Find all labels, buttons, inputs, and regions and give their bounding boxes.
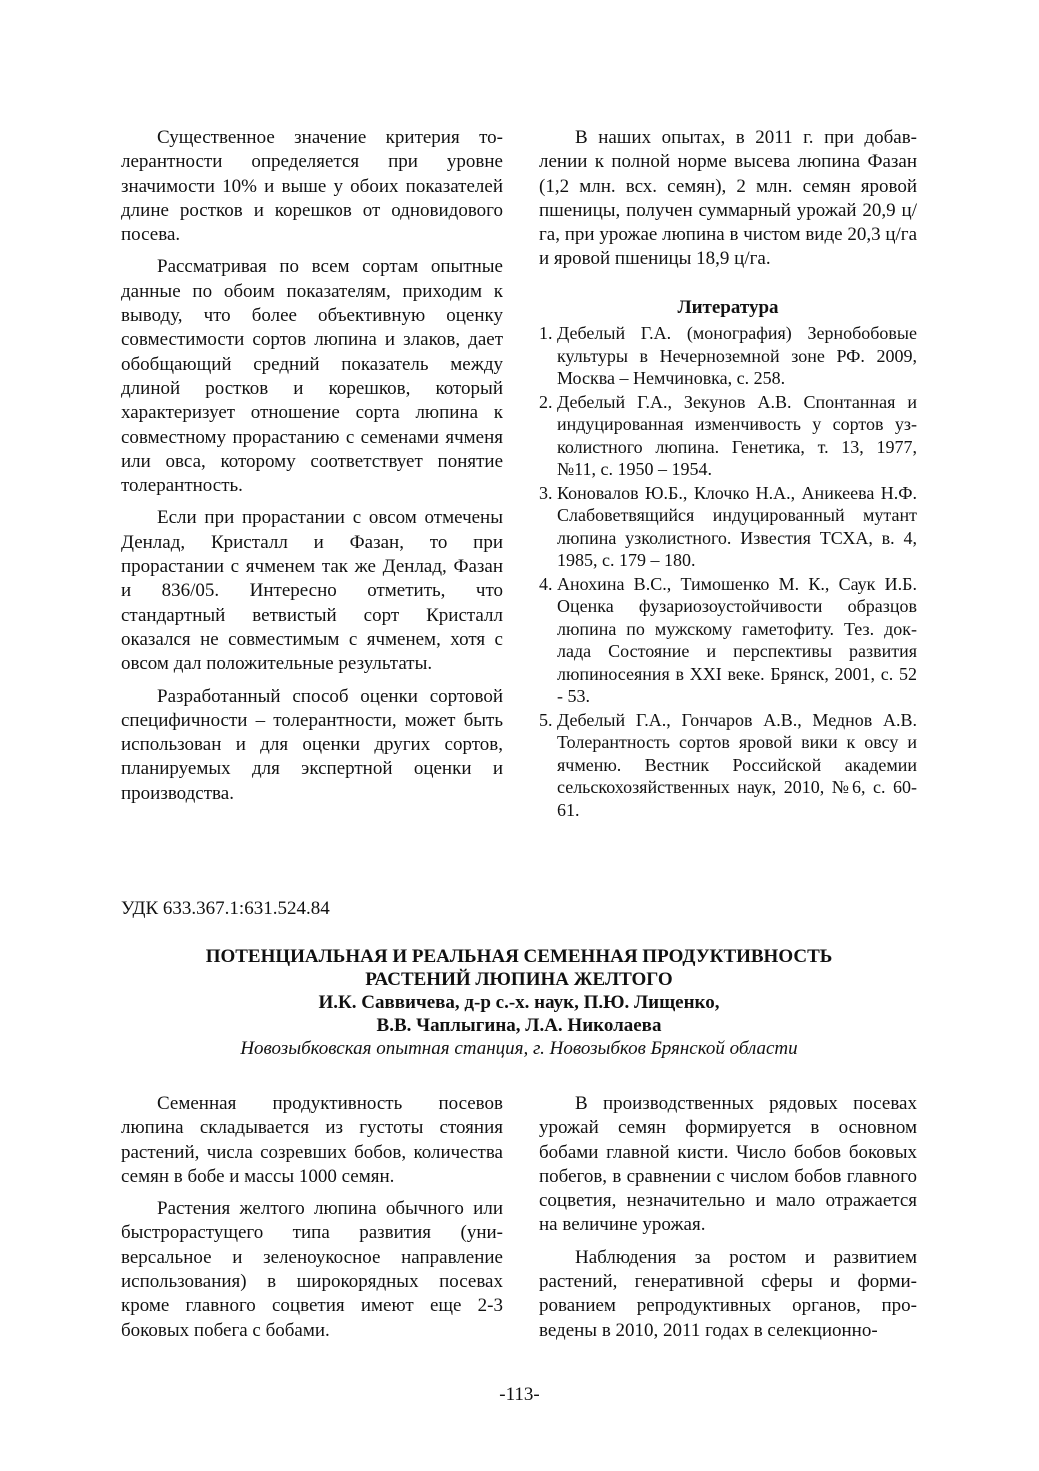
references-list bbox=[539, 322, 917, 821]
paragraph: В наших опытах, в 2011 г. при добавлении к полной норме высева люпина Фазан (1,2 млн. всх. семян), 2 млн. семян яровой пшеницы, получен суммарный урожай 20,9 ц/га, при урожае люпина в чистом виде 20,3 ц/га и яровой пшеницы 18,9 ц/га. bbox=[539, 127, 917, 270]
reference-number: 2. bbox=[539, 391, 553, 412]
paragraph: Если при прорастании с овсом отмечены Денлад, Кристалл и Фазан, то при прорастании с ячменем так же Денлад, Фазан и 836/05. Интересно отметить, что стандартный ветвистый сорт Кристалл оказался не совместимым с ячменем, хотя с овсом дал положительные результаты. bbox=[121, 507, 503, 675]
article-authors-line: И.К. Саввичева, д-р с.-х. наук, П.Ю. Лищенко, bbox=[318, 992, 720, 1013]
reference-text: Дебелый Г.А., Гончаров А.В., Меднов А.В. Толерантность сортов яровой вики к овсу и ячменю. Вестник Российской академии сельскохозяйственных наук, 2010, №6, с. 60-61. bbox=[557, 709, 917, 820]
paragraph: В производственных рядовых посевах урожай семян формируется в основном бобами главной кисти. Число бобов боковых побегов, в сравнении с числом бобов главного соцветия, незначительно и мало отражается на величине урожая. bbox=[539, 1093, 917, 1236]
article-affiliation: Новозыбковская опытная станция, г. Новозыбков Брянской области bbox=[240, 1038, 798, 1059]
paragraph: Наблюдения за ростом и развитием растений, генеративной сферы и формированием репродуктивных органов, проведены в 2010, 2011 годах в селекционно- bbox=[539, 1246, 917, 1341]
reference-text: Коновалов Ю.Б., Клочко Н.А., Аникеева Н.Ф. Слабоветвящийся индуцированный мутант люпина узколистного. Известия ТСХА, в. 4, 1985, с. 179 – 180. bbox=[557, 482, 917, 571]
paragraph: Рассматривая по всем сортам опытные данные по обоим показателям, приходим к выводу, что более объективную оценку совместимости сортов люпина и злаков, дает обобщающий средний показатель между длиной ростков и корешков, который характеризует отношение сорта люпина к совместному прорастанию с семенами ячменя или овса, которому соответствует понятие толерантность. bbox=[121, 256, 503, 497]
reference-text: Дебелый Г.А. (монография) Зернобобовые культуры в Нечерноземной зоне РФ. 2009, Москва – Немчиновка, с. 258. bbox=[557, 323, 917, 389]
page-number: -113- bbox=[499, 1384, 540, 1405]
reference-number: 4. bbox=[539, 573, 553, 594]
reference-item bbox=[539, 573, 917, 708]
reference-item bbox=[539, 391, 917, 481]
references-heading: Литература bbox=[677, 296, 779, 318]
top-left-column bbox=[121, 126, 503, 814]
article-title-line: ПОТЕНЦИАЛЬНАЯ И РЕАЛЬНАЯ СЕМЕННАЯ ПРОДУКТИВНОСТЬ bbox=[205, 946, 833, 967]
paragraph: Существенное значение критерия толерантности определяется при уровне значимости 10% и выше у обоих показателей длине ростков и корешков от одновидового посева. bbox=[121, 127, 503, 246]
paragraph: Растения желтого люпина обычного или быстрорастущего типа развития (универсальное и зеленоукосное направление использования) в широкорядных посевах кроме главного соцветия имеют еще 2-3 боковых побега с бобами. bbox=[121, 1198, 503, 1341]
bottom-right-column bbox=[539, 1092, 917, 1351]
udk-code: УДК 633.367.1:631.524.84 bbox=[121, 898, 330, 919]
top-right-column bbox=[539, 126, 917, 822]
reference-text: Дебелый Г.А., Зекунов А.В. Спонтанная и индуцированная изменчивость у сортов узколистного люпина. Генетика, т. 13, 1977, №11, с. 1950 – 1954. bbox=[557, 391, 917, 480]
reference-item bbox=[539, 322, 917, 390]
reference-number: 3. bbox=[539, 482, 553, 503]
article-heading bbox=[121, 945, 917, 1060]
bottom-left-column bbox=[121, 1092, 503, 1351]
reference-item bbox=[539, 482, 917, 572]
reference-number: 1. bbox=[539, 323, 553, 344]
reference-number: 5. bbox=[539, 709, 553, 730]
paragraph: Семенная продуктивность посевов люпина складывается из густоты стояния растений, числа созревших бобов, количества семян в бобе и массы 1000 семян. bbox=[121, 1093, 503, 1187]
reference-text: Анохина В.С., Тимошенко М. К., Саук И.Б. Оценка фузариозоустойчивости образцов люпина по мужскому гаметофиту. Тез. доклада Состояние и перспективы развития люпиносеяния в XXI веке. Брянск, 2001, с. 52 - 53. bbox=[557, 573, 917, 707]
reference-item bbox=[539, 709, 917, 822]
article-title-line: РАСТЕНИЙ ЛЮПИНА ЖЕЛТОГО bbox=[365, 969, 673, 990]
paragraph: Разработанный способ оценки сортовой специфичности – толерантности, может быть использован и для оценки других сортов, планируемых для экспертной оценки и производства. bbox=[121, 685, 503, 804]
article-authors-line: В.В. Чаплыгина, Л.А. Николаева bbox=[376, 1015, 662, 1036]
